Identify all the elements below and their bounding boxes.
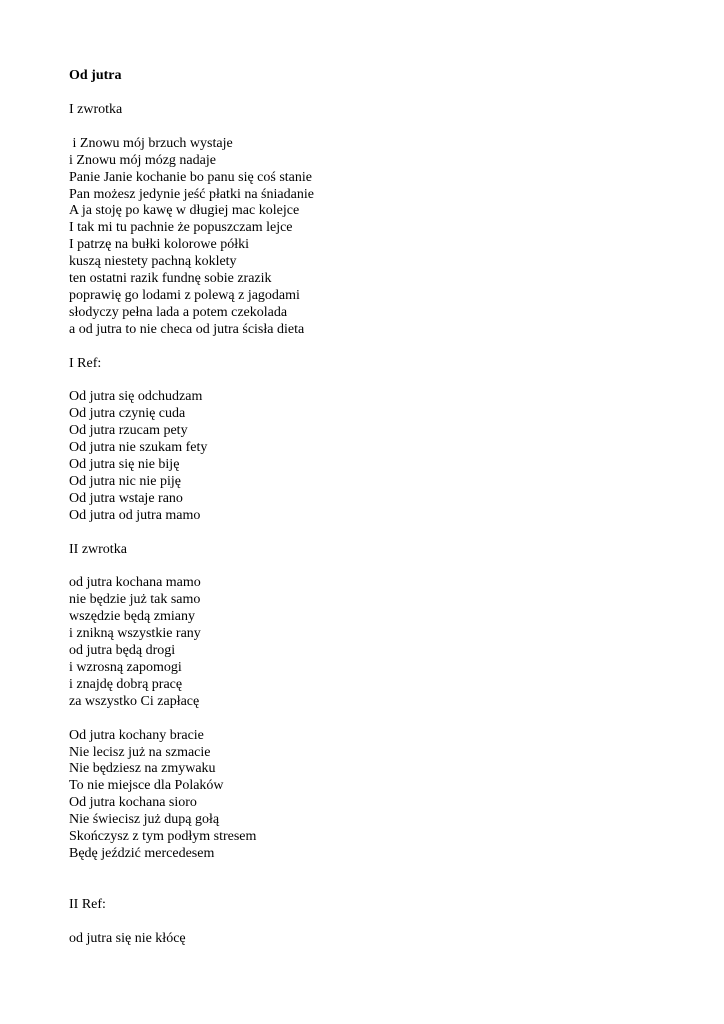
lyric-line: Od jutra się odchudzam [69, 389, 203, 405]
lyric-line: wszędzie będą zmiany [69, 609, 195, 625]
lyric-line: i znikną wszystkie rany [69, 626, 201, 642]
lyric-line: i wzrosną zapomogi [69, 659, 182, 675]
lyric-line: To nie miejsce dla Polaków [69, 778, 224, 794]
section-heading: II Ref: [69, 896, 106, 912]
lyric-line: Od jutra się nie biję [69, 457, 180, 473]
lyric-line: od jutra będą drogi [69, 643, 176, 659]
lyric-line: Nie świecisz już dupą gołą [69, 812, 220, 828]
lyric-line: I patrzę na bułki kolorowe półki [69, 237, 250, 253]
lyric-line: i Znowu mój brzuch wystaje [69, 135, 233, 151]
lyric-line: Od jutra kochany bracie [69, 727, 204, 743]
document-title: Od jutra [69, 68, 122, 83]
lyric-line: Pan możesz jedynie jeść płatki na śniadanie [69, 186, 314, 202]
lyric-line: i Znowu mój mózg nadaje [69, 152, 216, 168]
lyric-line: nie będzie już tak samo [69, 592, 201, 608]
lyric-line: I tak mi tu pachnie że popuszczam lejce [69, 220, 293, 236]
lyric-line: ten ostatni razik fundnę sobie zrazik [69, 271, 272, 287]
lyric-line: Od jutra czynię cuda [69, 406, 186, 422]
section-heading: II zwrotka [69, 541, 127, 557]
lyric-line: Od jutra nie szukam fety [69, 440, 208, 456]
lyric-line: A ja stoję po kawę w długiej mac kolejce [69, 203, 300, 219]
section-heading: I zwrotka [69, 102, 123, 117]
lyrics-body [69, 102, 684, 948]
lyric-line: Od jutra kochana sioro [69, 795, 197, 811]
lyric-line: Panie Janie kochanie bo panu się coś stanie [69, 169, 312, 185]
lyric-line: Od jutra rzucam pety [69, 423, 188, 439]
lyric-line: Nie będziesz na zmywaku [69, 761, 216, 777]
lyric-line: słodyczy pełna lada a potem czekolada [69, 304, 288, 320]
lyric-line: Nie lecisz już na szmacie [69, 744, 211, 760]
lyric-line: od jutra się nie kłócę [69, 930, 186, 946]
lyric-line: kuszą niestety pachną koklety [69, 254, 237, 270]
lyric-line: poprawię go lodami z polewą z jagodami [69, 287, 300, 303]
lyric-line: Od jutra wstaje rano [69, 490, 183, 506]
lyric-line: od jutra kochana mamo [69, 575, 201, 591]
lyric-line: a od jutra to nie checa od jutra ścisła dieta [69, 321, 305, 337]
lyric-line: Skończysz z tym podłym stresem [69, 828, 257, 844]
section-heading: I Ref: [69, 355, 102, 371]
lyric-line: Będę jeździć mercedesem [69, 845, 215, 861]
lyric-line: i znajdę dobrą pracę [69, 676, 183, 692]
lyric-line: Od jutra nic nie piję [69, 473, 181, 489]
lyric-line: Od jutra od jutra mamo [69, 507, 201, 523]
lyric-line: za wszystko Ci zapłacę [69, 693, 200, 709]
